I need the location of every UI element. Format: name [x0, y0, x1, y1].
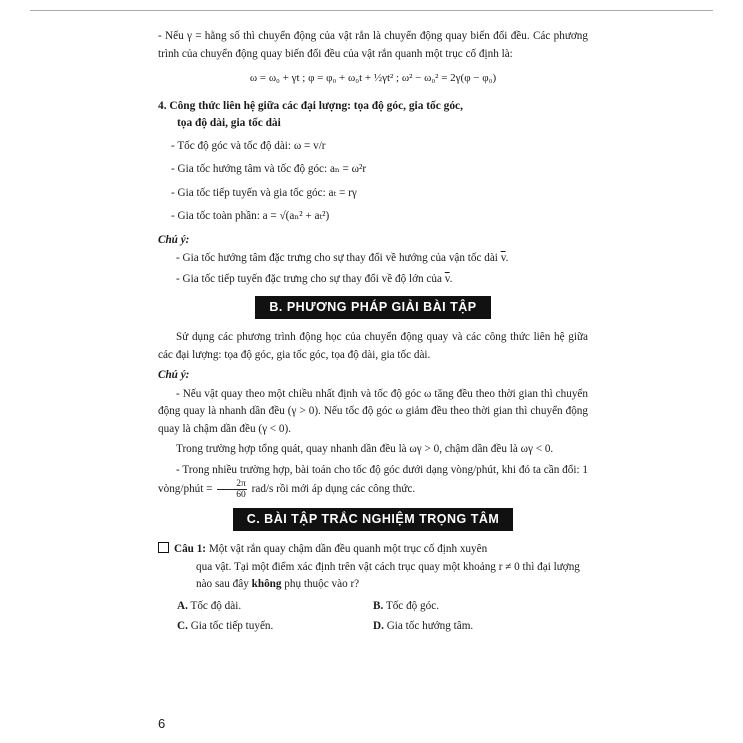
formula: aₜ = rγ: [328, 186, 357, 199]
vector-symbol: $\overline{v}$: [500, 252, 506, 264]
paragraph: - Trong nhiều trường hợp, bài toán cho tốc độ góc dưới dạng vòng/phút, khi đó ta cần đổi: 1 vòng/phút = $\frac{2\pi}{60}$ rad/s rồi mới áp dụng các công thức.: [158, 463, 588, 500]
paragraph: Sử dụng các phương trình động học của chuyển động quay và các công thức liên hệ giữa các đại lượng: tọa độ góc, gia tốc góc, tọa độ dài, gia tốc dài.: [158, 331, 588, 361]
note-label: Chú ý:: [158, 369, 190, 381]
formula: aₙ = ω²r: [329, 163, 367, 175]
formula-item: - Gia tốc hướng tâm và tốc độ góc: aₙ = ω²r: [171, 163, 367, 175]
choice-d: D. Gia tốc hướng tâm.: [373, 620, 474, 632]
fraction: $\frac{2\pi}{60}$: [217, 479, 247, 500]
question-label: Câu 1:: [174, 543, 207, 555]
question: Câu 1: Một vật rắn quay chậm dần đều quanh một trục cố định xuyên qua vật. Tại một điểm xác định trên vật cách trục quay một khoảng r ≠ 0 thì đại lượng nào sau đây không phụ thuộc vào r?: [158, 541, 588, 594]
section-c-banner: C. BÀI TẬP TRẮC NGHIỆM TRỌNG TÂM: [233, 508, 514, 531]
choice-c: C. Gia tốc tiếp tuyến.: [177, 620, 274, 632]
paragraph: - Nếu vật quay theo một chiều nhất định và tốc độ góc ω tăng đều theo thời gian thì chuyển động quay là nhanh dần đều (γ > 0). Nếu tốc độ góc ω giảm đều theo thời gian thì chuyển động quay là chậm dần đều (γ < 0).: [158, 387, 588, 435]
vector-symbol: $\overline{v}$: [444, 272, 450, 285]
page-number: 6: [158, 716, 166, 731]
choice-a: A. Tốc độ dài.: [177, 599, 242, 612]
section-b-banner: B. PHƯƠNG PHÁP GIẢI BÀI TẬP: [255, 296, 490, 319]
formula: a = √(aₙ² + aₜ²): [262, 210, 330, 222]
section-4-heading: 4. Công thức liên hệ giữa các đại lượng: tọa độ góc, gia tốc góc, tọa độ dài, gia tốc dài: [158, 99, 463, 129]
note-paragraph: - Gia tốc tiếp tuyến đặc trưng cho sự thay đổi về độ lớn của $\overline{v}$.: [176, 272, 453, 285]
section-c-banner-wrap: [158, 508, 588, 531]
formula-item: - Tốc độ góc và tốc độ dài: ω = v/r: [171, 139, 326, 152]
answer-choices: [158, 598, 588, 636]
note-label: Chú ý:: [158, 233, 190, 246]
choice-b: B. Tốc độ góc.: [373, 599, 439, 612]
top-rule: [30, 10, 713, 11]
paragraph: - Nếu γ = hằng số thì chuyển động của vật rắn là chuyển động quay biến đổi đều. Các phương trình của chuyển động quay biến đổi đều của vật rắn quanh một trục cố định là:: [158, 30, 588, 60]
formula: ω = ω₀ + γt ; φ = φ₀ + ω₀t + ½γt² ; ω² − ω₀² = 2γ(φ − φ₀): [249, 72, 497, 84]
section-b-banner-wrap: [158, 296, 588, 319]
note-paragraph: - Gia tốc hướng tâm đặc trưng cho sự thay đổi về hướng của vận tốc dài $\overline{v}$.: [176, 252, 509, 264]
formula: ω = v/r: [293, 139, 326, 152]
paragraph: Trong trường hợp tổng quát, quay nhanh dần đều là ωγ > 0, chậm dần đều là ωγ < 0.: [176, 443, 554, 455]
formula-item: - Gia tốc toàn phần: a = √(aₙ² + aₜ²): [171, 210, 330, 222]
formula-item: - Gia tốc tiếp tuyến và gia tốc góc: aₜ = rγ: [171, 186, 357, 199]
page-content: [158, 28, 588, 636]
checkbox-icon: [158, 542, 169, 553]
